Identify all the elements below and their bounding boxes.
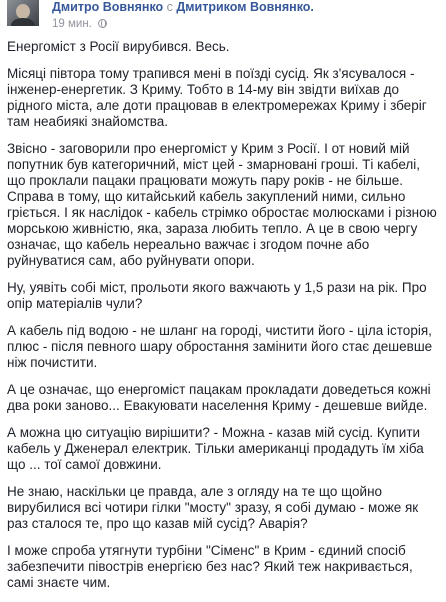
post-paragraph: І може спроба утягнути турбіни "Сіменс" в Крим - єдиний спосіб забезпечити півострів енергією без нас? Який теж накривається, самі знаєте чим. (7, 543, 413, 590)
author-name-link[interactable]: Дмитро Вовнянко (52, 0, 164, 14)
tagged-person-link[interactable]: Дмитриком Вовнянко. (176, 0, 314, 14)
post-paragraph: Ну, уявіть собі міст, прольоти якого важчають у 1,5 рази на рік. Про опір матеріалів чули? (7, 280, 427, 311)
with-text: с (166, 0, 173, 14)
post-paragraph: Місяці півтора тому трапився мені в поїзді сусід. Як з'ясувалося - інженер-енергетик. З Криму. Тобто в 14-му він звідти виїхав до рідного міста, але доти працював в електромережах Криму і зберіг там неабиякі знайомства. (7, 66, 427, 129)
post-meta (52, 17, 107, 31)
post-paragraph: А це означає, що енергоміст пацакам прокладати доведеться кожні два роки заново... Евакуювати населення Криму - дешевше вийде. (7, 382, 431, 413)
globe-icon[interactable] (98, 19, 107, 28)
author-line (52, 0, 314, 14)
timestamp-link[interactable]: 19 мин. (52, 18, 92, 30)
avatar[interactable] (7, 0, 39, 26)
post-body (7, 39, 437, 602)
post-paragraph: Енергоміст з Росії вирубився. Весь. (7, 39, 230, 54)
post-paragraph: А можна цю ситуацію вирішити? - Можна - казав мій сусід. Купити кабель у Дженерал електрик. Тільки американці продадуть їм хіба що ... тої самої довжини. (7, 425, 424, 472)
post-paragraph: А кабель під водою - не шланг на городі, чистити його - ціла історія, плюс - після певного шару обростання замінити його стає дешевше ніж почистити. (7, 323, 433, 370)
post-header (0, 0, 446, 38)
post-paragraph: Звісно - заговорили про енергоміст у Крим з Росії. І от новий мій попутник був категоричний, міст цей - змарновані гроші. Ті кабелі, що проклали пацаки працювати можуть пару років - не більше. Справа в тому, що китайський кабель закуплений ними, сильно гріється. І як наслідок - кабель стрімко обростає молюсками і різною морською живністю, яка, зараза любить тепло. А це в свою чергу означає, що кабель нереально важчає і згодом почне або руйнуватися сам, або руйнувати опори. (7, 141, 437, 268)
post-paragraph: Не знаю, наскільки це правда, але з огляду на те що щойно вирубилися всі чотири гілки "мосту" зразу, я собі думаю - може як раз сталося те, про що казав мій сусід? Аварія? (7, 484, 419, 531)
